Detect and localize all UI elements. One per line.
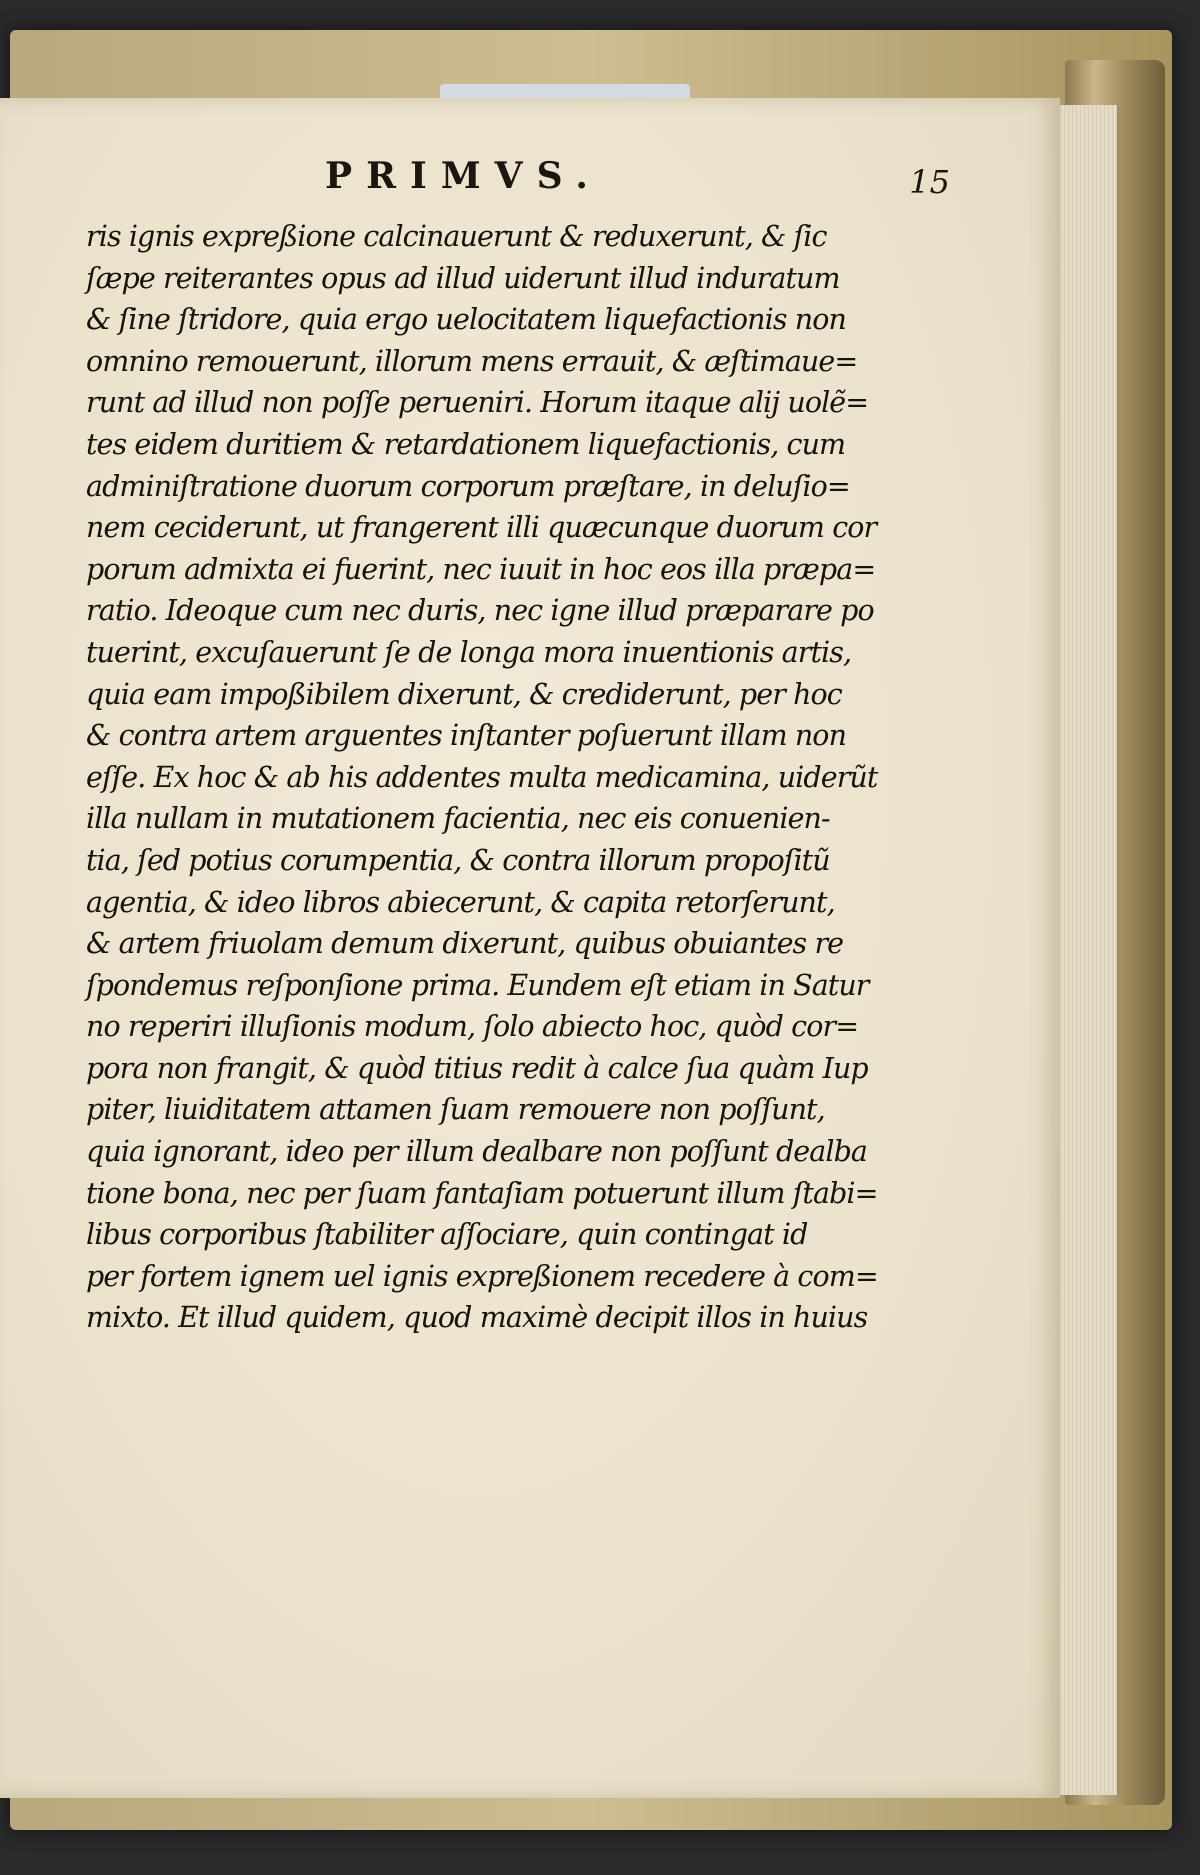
text-line: runt ad illud non poſſe perueniri. Horum itaque alij uolẽ=	[86, 386, 869, 420]
text-line: omnino remouerunt, illorum mens errauit, & æſtimaue=	[86, 344, 858, 378]
text-line: & ſine ſtridore, quia ergo uelocitatem liquefactionis non	[86, 303, 846, 337]
text-line: adminiſtratione duorum corporum præſtare, in deluſio=	[86, 469, 850, 503]
text-line: pora non frangit, & quòd titius redit à calce ſua quàm Iup	[86, 1051, 868, 1085]
text-line: ſpondemus reſponſione prima. Eundem eſt etiam in Satur	[86, 968, 869, 1002]
text-line: tia, ſed potius corumpentia, & contra illorum propoſitũ	[86, 843, 830, 877]
page-header	[70, 155, 950, 205]
page-edges	[1055, 105, 1119, 1795]
page-number: 15	[909, 163, 950, 201]
text-line: quia ignorant, ideo per illum dealbare non poſſunt dealba	[86, 1135, 868, 1169]
text-line: piter, liuiditatem attamen ſuam remouere non poſſunt,	[86, 1093, 825, 1127]
text-line: eſſe. Ex hoc & ab his addentes multa medicamina, uiderũt	[86, 760, 878, 794]
text-line: tes eidem duritiem & retardationem liquefactionis, cum	[86, 427, 846, 461]
text-line: nem ceciderunt, ut frangerent illi quæcunque duorum cor	[86, 511, 877, 545]
text-line: tione bona, nec per ſuam fantaſiam potuerunt illum ſtabi=	[86, 1176, 878, 1210]
text-line: libus corporibus ſtabiliter aſſociare, quin contingat id	[86, 1218, 808, 1252]
text-line: ris ignis expreßione calcinauerunt & reduxerunt, & ſic	[86, 220, 827, 253]
text-line: tuerint, excuſauerunt ſe de longa mora inuentionis artis,	[86, 635, 852, 669]
body-text	[86, 216, 906, 1339]
text-line: illa nullam in mutationem facientia, nec eis conuenien-	[86, 802, 830, 836]
text-line: quia eam impoßibilem dixerunt, & crediderunt, per hoc	[86, 677, 842, 711]
text-line: ratio. Ideoque cum nec duris, nec igne illud præparare po	[86, 594, 874, 628]
text-line: mixto. Et illud quidem, quod maximè decipit illos in huius	[86, 1301, 868, 1335]
text-line: agentia, & ideo libros abiecerunt, & capita retorſerunt,	[86, 885, 835, 919]
text-line: porum admixta ei fuerint, nec iuuit in hoc eos illa præpa=	[86, 552, 876, 586]
text-line: & artem friuolam demum dixerunt, quibus obuiantes re	[86, 927, 844, 961]
running-title: PRIMVS.	[325, 155, 602, 197]
text-line: no reperiri illuſionis modum, ſolo abiecto hoc, quòd cor=	[86, 1010, 859, 1044]
text-line: per fortem ignem uel ignis expreßionem recedere à com=	[86, 1259, 878, 1293]
text-line: ſæpe reiterantes opus ad illud uiderunt illud induratum	[86, 261, 840, 295]
text-line: & contra artem arguentes inſtanter poſuerunt illam non	[86, 719, 847, 753]
